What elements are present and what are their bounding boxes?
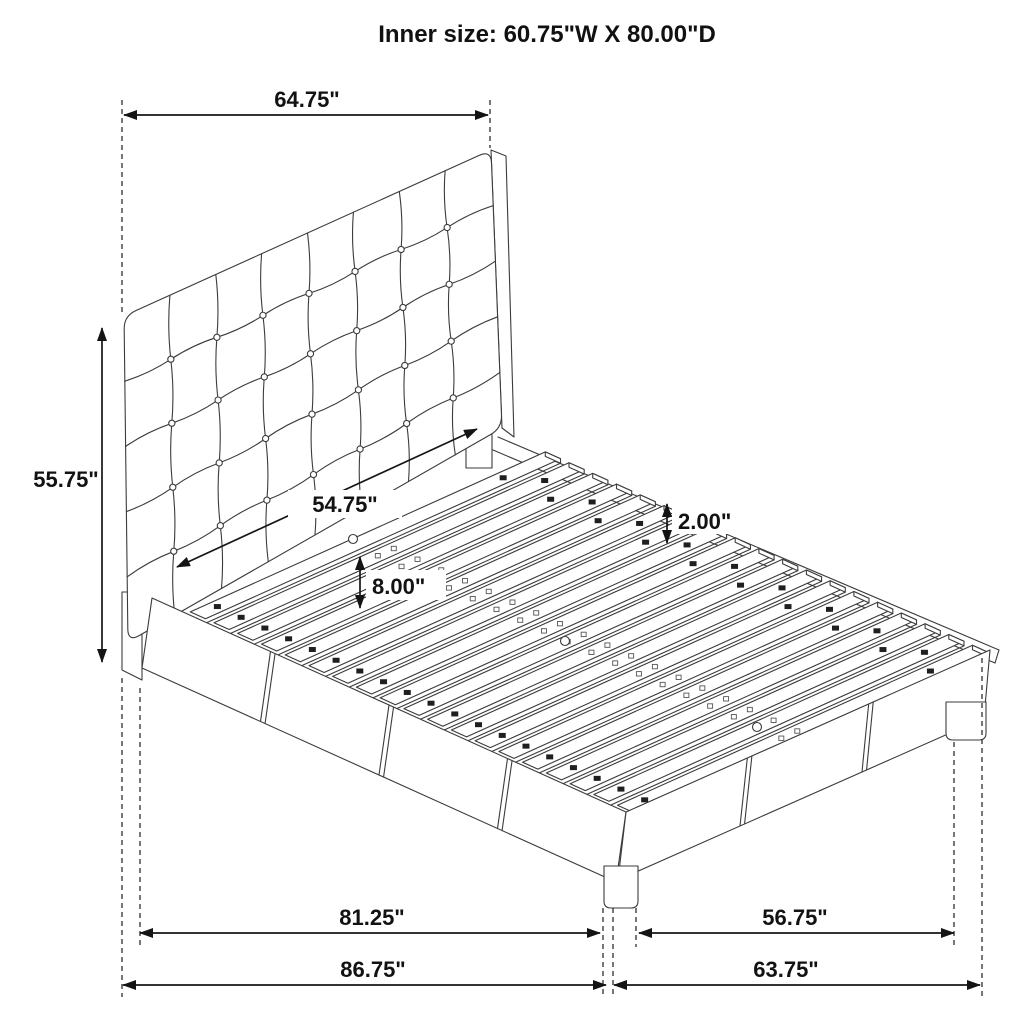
slat-bracket-far [595, 518, 602, 523]
slat-bracket-far [690, 561, 697, 566]
tuft-button [450, 395, 456, 401]
tuft-button [214, 334, 220, 340]
tuft-button [398, 246, 404, 252]
dim-label-foot-inner-width: 56.75" [762, 905, 828, 930]
slat-bracket-far [547, 497, 554, 502]
slat-bracket-far [879, 647, 886, 652]
dim-label-side-inner-length: 81.25" [339, 905, 405, 930]
slat-bracket-far [684, 542, 691, 547]
slat-bracket-far [642, 540, 649, 545]
center-rail-screw-hole [753, 723, 762, 732]
tuft-button [263, 435, 269, 441]
slat-bracket-near [356, 668, 363, 673]
slat-bracket-near [475, 722, 482, 727]
dim-label-foot-overall-width: 63.75" [753, 957, 819, 982]
tuft-button [400, 304, 406, 310]
slat-bracket-far [826, 607, 833, 612]
slat-bracket-far [873, 628, 880, 633]
tuft-button [448, 338, 454, 344]
tuft-button [402, 362, 408, 368]
dim-label-side-overall-length: 86.75" [340, 957, 406, 982]
slat-bracket-near [451, 711, 458, 716]
tuft-button [168, 356, 174, 362]
slat-bracket-far [500, 475, 507, 480]
slat-bracket-far [731, 564, 738, 569]
right-corner-leg [946, 702, 986, 740]
slat-bracket-far [785, 604, 792, 609]
tuft-button [404, 420, 410, 426]
tuft-button [169, 420, 175, 426]
slat-bracket-near [570, 765, 577, 770]
dim-label-slat-inner-width: 54.75" [312, 492, 378, 517]
slat-bracket-far [541, 478, 548, 483]
slat-bracket-far [832, 626, 839, 631]
tuft-button [309, 411, 315, 417]
slat-bracket-far [589, 499, 596, 504]
dim-label-platform-height: 8.00" [372, 574, 426, 599]
tuft-button [171, 548, 177, 554]
tuft-button [261, 374, 267, 380]
tuft-button [354, 328, 360, 334]
slat-bracket-near [641, 797, 648, 802]
tuft-button [264, 497, 270, 503]
slat-bracket-near [380, 679, 387, 684]
foot-leg [604, 866, 638, 908]
tuft-button [307, 351, 313, 357]
center-rail-screw-hole [561, 637, 570, 646]
tuft-button [355, 387, 361, 393]
slat-bracket-far [779, 585, 786, 590]
back-rail-end-edge [995, 650, 999, 663]
tuft-button [215, 397, 221, 403]
tuft-button [260, 312, 266, 318]
slat-bracket-near [285, 636, 292, 641]
tuft-button [217, 523, 223, 529]
tuft-button [444, 224, 450, 230]
slat-bracket-near [404, 690, 411, 695]
slat-bracket-near [499, 733, 506, 738]
center-rail-screw-hole [349, 535, 358, 544]
tuft-button [352, 268, 358, 274]
dim-label-slat-thickness: 2.00" [678, 509, 732, 534]
dim-label-headboard-width: 64.75" [274, 87, 340, 112]
tuft-button [310, 472, 316, 478]
slat-bracket-far [737, 583, 744, 588]
tuft-button [357, 446, 363, 452]
slat-bracket-far [921, 650, 928, 655]
slat-bracket-near [214, 604, 221, 609]
tuft-button [170, 484, 176, 490]
slat-bracket-near [333, 658, 340, 663]
dim-label-headboard-height: 55.75" [33, 467, 99, 492]
tuft-button [216, 460, 222, 466]
slat-bracket-near [428, 701, 435, 706]
slat-bracket-near [594, 776, 601, 781]
slat-bracket-near [546, 754, 553, 759]
slat-bracket-far [927, 669, 934, 674]
slat-bracket-near [309, 647, 316, 652]
slat-bracket-near [522, 744, 529, 749]
page-title: Inner size: 60.75"W X 80.00"D [378, 21, 716, 48]
tuft-button [306, 290, 312, 296]
slat-bracket-near [617, 787, 624, 792]
slat-bracket-near [238, 615, 245, 620]
tuft-button [446, 281, 452, 287]
slat-bracket-near [261, 626, 268, 631]
slat-bracket-far [636, 521, 643, 526]
